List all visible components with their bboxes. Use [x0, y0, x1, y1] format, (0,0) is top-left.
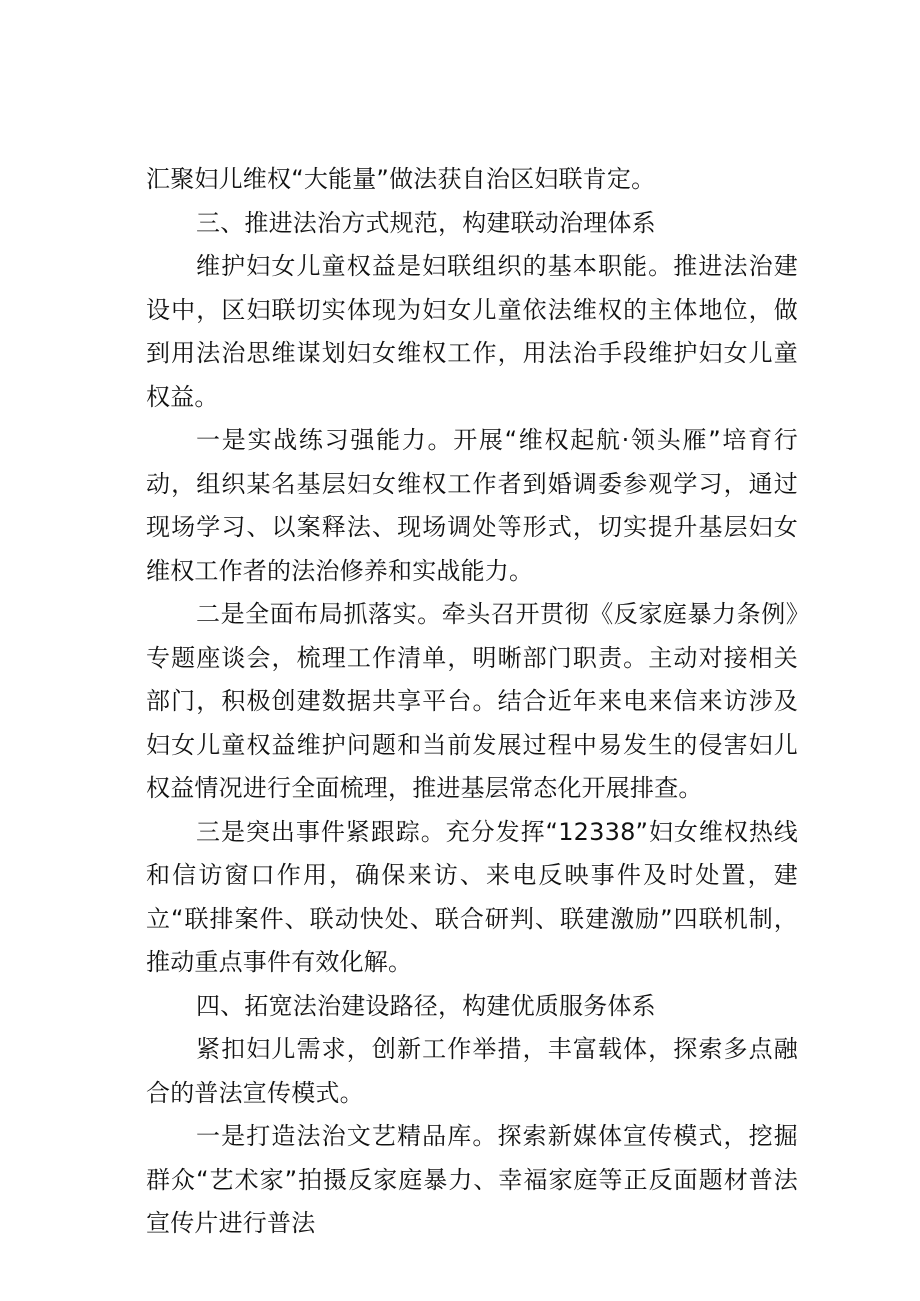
paragraph-section-four-intro: 紧扣妇儿需求，创新工作举措，丰富载体，探索多点融合的普法宣传模式。: [146, 1035, 798, 1107]
paragraph-art-library: 一是打造法治文艺精品库。探索新媒体宣传模式，挖掘群众“艺术家”拍摄反家庭暴力、幸福家庭等正反面题材普法宣传片进行普法: [146, 1122, 798, 1237]
section-heading-three: 三、推进法治方式规范，构建联动治理体系: [196, 208, 656, 237]
paragraph-overall-layout: 二是全面布局抓落实。牵头召开贯彻《反家庭暴力条例》专题座谈会，梳理工作清单，明晰部门职责。主动对接相关部门，积极创建数据共享平台。结合近年来电来信来访涉及妇女儿童权益维护问题和当前发展过程中易发生的侵害妇儿权益情况进行全面梳理，推进基层常态化开展排查。: [146, 600, 798, 802]
paragraph-event-tracking: 三是突出事件紧跟踪。充分发挥“12338”妇女维权热线和信访窗口作用，确保来访、来电反映事件及时处置，建立“联排案件、联动快处、联合研判、联建激励”四联机制，推动重点事件有效化解。: [146, 817, 798, 976]
section-heading-four: 四、拓宽法治建设路径，构建优质服务体系: [196, 991, 656, 1020]
paragraph-section-three-intro: 维护妇女儿童权益是妇联组织的基本职能。推进法治建设中，区妇联切实体现为妇女儿童依法维权的主体地位，做到用法治思维谋划妇女维权工作，用法治手段维护妇女儿童权益。: [146, 252, 798, 411]
paragraph-continuation: 汇聚妇儿维权“大能量”做法获自治区妇联肯定。: [146, 165, 656, 193]
document-body: [146, 158, 798, 1246]
paragraph-practice-training: 一是实战练习强能力。开展“维权起航·领头雁”培育行动，组织某名基层妇女维权工作者到婚调委参观学习，通过现场学习、以案释法、现场调处等形式，切实提升基层妇女维权工作者的法治修养和实战能力。: [146, 426, 798, 585]
